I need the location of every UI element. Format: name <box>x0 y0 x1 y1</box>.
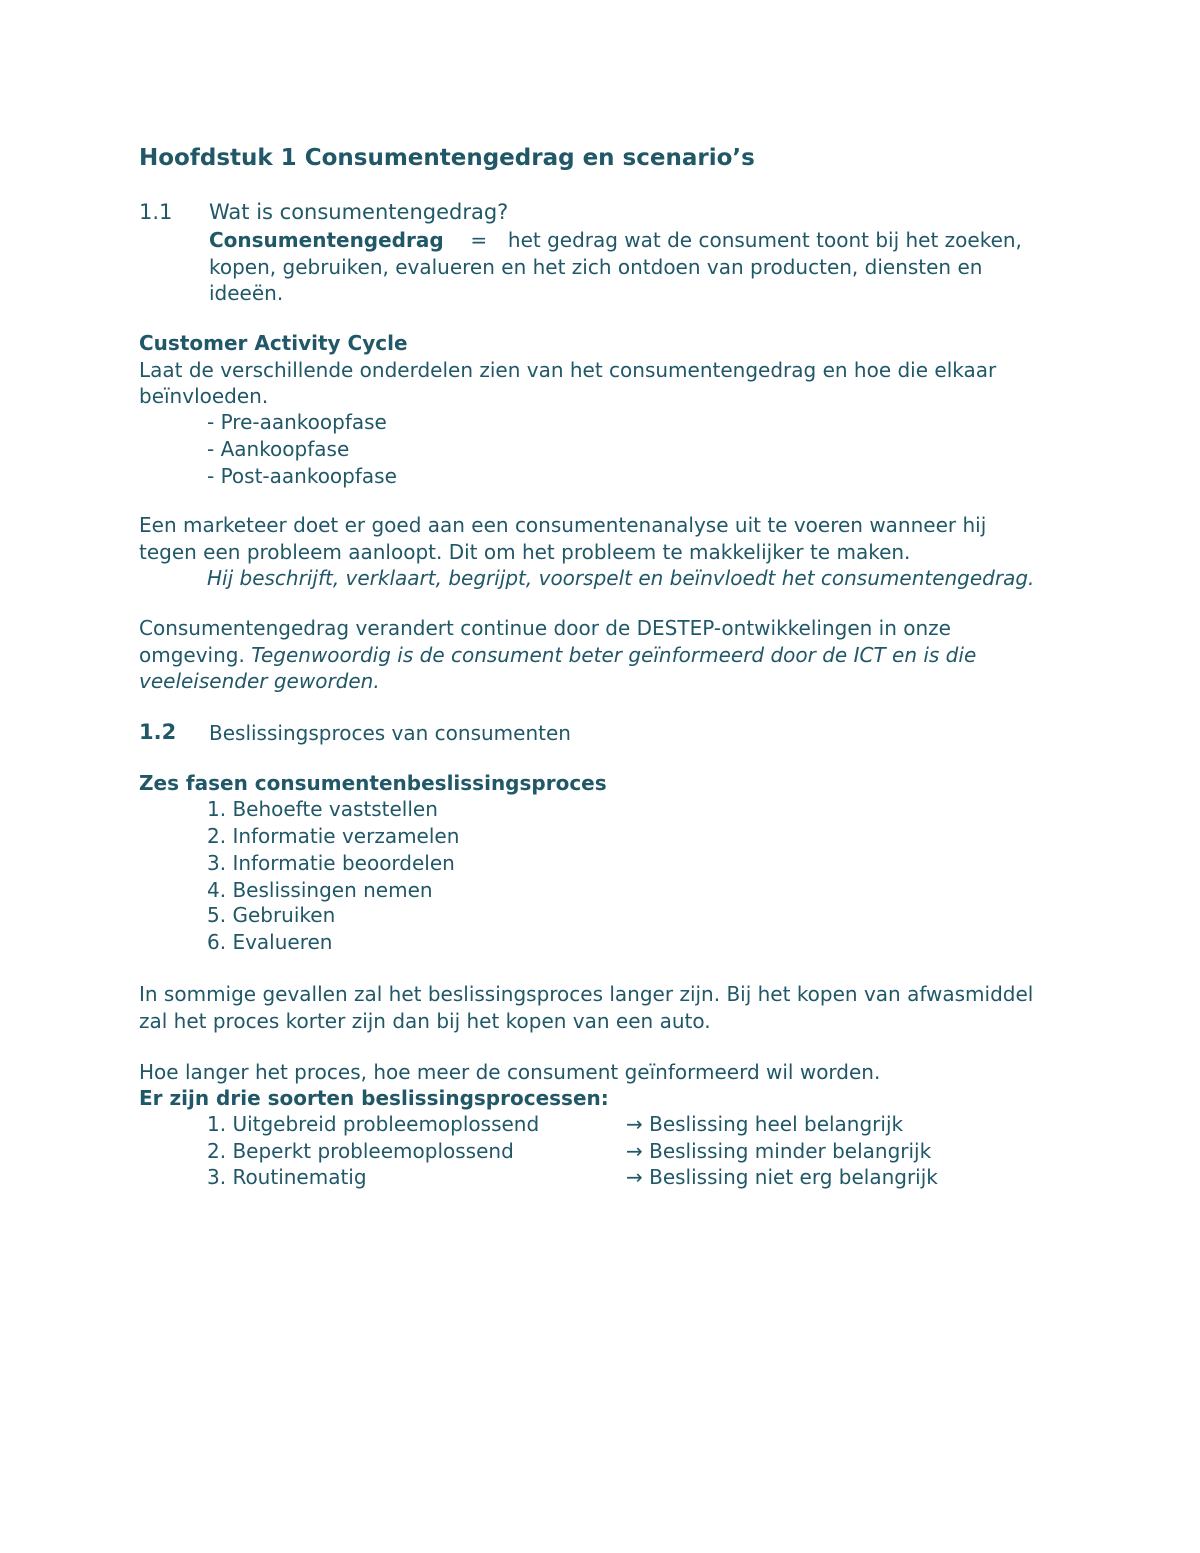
definition-term: Consumentengedrag <box>209 228 444 252</box>
definition-equals: = <box>470 228 488 252</box>
definition-line-1 <box>209 227 1022 253</box>
soort-row-2-left: 2. Beperkt probleemoplossend <box>207 1139 514 1163</box>
definition-line-2: kopen, gebruiken, evalueren en het zich ontdoen van producten, diensten en <box>209 255 983 279</box>
soort-row-1-left: 1. Uitgebreid probleemoplossend <box>207 1112 540 1136</box>
cac-item-pre: - Pre-aankoopfase <box>207 410 387 434</box>
definition-text-1: het gedrag wat de consument toont bij het zoeken, <box>507 228 1022 252</box>
section-title-1-1: Wat is consumentengedrag? <box>209 200 509 224</box>
gevallen-line-2: zal het proces korter zijn dan bij het kopen van een auto. <box>139 1009 711 1033</box>
soorten-intro: Hoe langer het proces, hoe meer de consument geïnformeerd wil worden. <box>139 1060 881 1084</box>
gevallen-line-1: In sommige gevallen zal het beslissingsproces langer zijn. Bij het kopen van afwasmiddel <box>139 982 1034 1006</box>
destep-line-2-plain: omgeving. <box>139 643 252 667</box>
destep-line-3: veeleisender geworden. <box>139 669 380 693</box>
fase-item-6: 6. Evalueren <box>207 930 333 954</box>
soort-row-3-right: → Beslissing niet erg belangrijk <box>626 1165 938 1189</box>
marketeer-line-2: tegen een probleem aanloopt. Dit om het probleem te makkelijker te maken. <box>139 540 911 564</box>
definition-line-3: ideeën. <box>209 281 284 305</box>
marketeer-italic-line: Hij beschrijft, verklaart, begrijpt, voorspelt en beïnvloedt het consumentengedrag. <box>207 566 1035 590</box>
cac-heading: Customer Activity Cycle <box>139 331 408 355</box>
fase-item-2: 2. Informatie verzamelen <box>207 824 460 848</box>
section-number-1-1: 1.1 <box>139 200 173 224</box>
chapter-title: Hoofdstuk 1 Consumentengedrag en scenario’s <box>139 145 755 171</box>
section-title-1-2: Beslissingsproces van consumenten <box>209 721 571 745</box>
section-number-1-2: 1.2 <box>139 720 177 744</box>
fase-item-5: 5. Gebruiken <box>207 903 336 927</box>
fasen-heading: Zes fasen consumentenbeslissingsproces <box>139 771 607 795</box>
soort-row-1-right: → Beslissing heel belangrijk <box>626 1112 904 1136</box>
fase-item-4: 4. Beslissingen nemen <box>207 878 433 902</box>
fase-item-1: 1. Behoefte vaststellen <box>207 797 438 821</box>
destep-line-2-italic: Tegenwoordig is de consument beter geïnformeerd door de ICT en is die <box>251 643 977 667</box>
soorten-heading: Er zijn drie soorten beslissingsprocessen: <box>139 1086 609 1110</box>
marketeer-line-1: Een marketeer doet er goed aan een consumentenanalyse uit te voeren wanneer hij <box>139 513 987 537</box>
cac-item-post: - Post-aankoopfase <box>207 464 397 488</box>
destep-line-1: Consumentengedrag verandert continue door de DESTEP-ontwikkelingen in onze <box>139 616 951 640</box>
soort-row-2-right: → Beslissing minder belangrijk <box>626 1139 932 1163</box>
cac-line-1: Laat de verschillende onderdelen zien van het consumentengedrag en hoe die elkaar <box>139 358 997 382</box>
soort-row-3-left: 3. Routinematig <box>207 1165 367 1189</box>
fase-item-3: 3. Informatie beoordelen <box>207 851 455 875</box>
cac-line-2: beïnvloeden. <box>139 384 269 408</box>
cac-item-aankoop: - Aankoopfase <box>207 437 350 461</box>
destep-line-2 <box>139 642 976 668</box>
